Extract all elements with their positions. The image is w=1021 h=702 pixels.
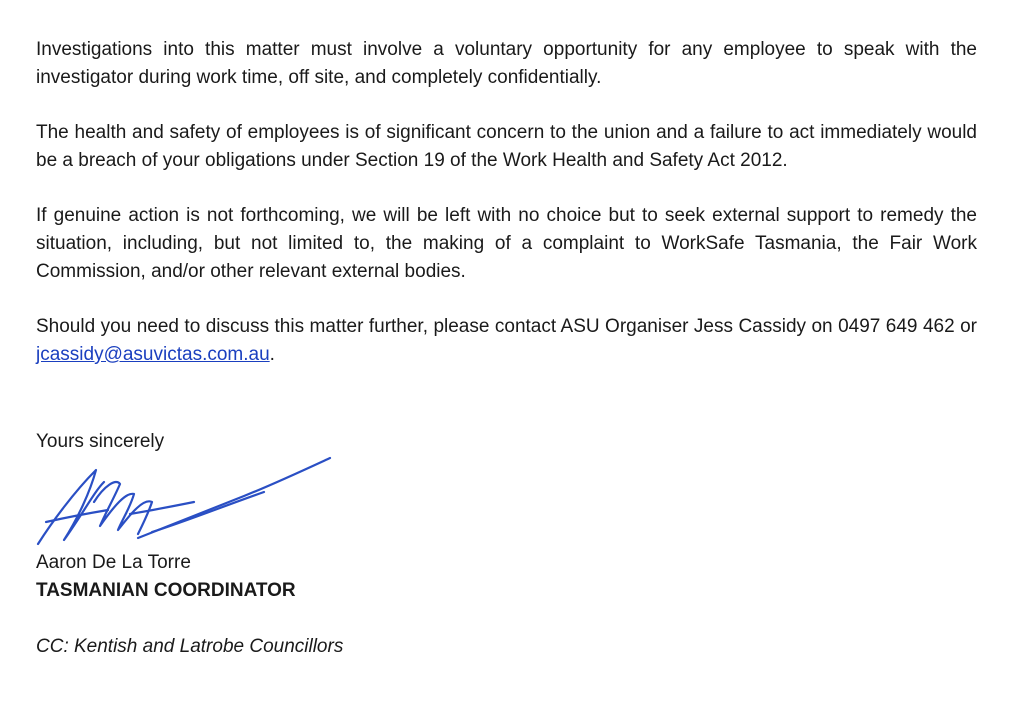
letter-body <box>36 36 977 369</box>
signer-title: TASMANIAN COORDINATOR <box>36 580 296 601</box>
closing-salutation: Yours sincerely <box>36 431 165 452</box>
paragraph-health-safety: The health and safety of employees is of significant concern to the union and a failure to act immediately would be a breach of your obligations under Section 19 of the Work Health and Safety Act 2012. <box>36 122 977 171</box>
cc-line: CC: Kentish and Latrobe Councillors <box>36 636 344 657</box>
email-link[interactable]: jcassidy@asuvictas.com.au <box>36 344 270 365</box>
handwritten-signature <box>34 452 334 552</box>
paragraph-contact <box>36 313 977 369</box>
signer-name: Aaron De La Torre <box>36 552 191 573</box>
contact-period: . <box>269 344 275 365</box>
paragraph-investigations: Investigations into this matter must involve a voluntary opportunity for any employee to speak with the investigator during work time, off site, and completely confidentially. <box>36 39 977 88</box>
paragraph-external-action: If genuine action is not forthcoming, we will be left with no choice but to seek external support to remedy the situation, including, but not limited to, the making of a complaint to WorkSafe Tasmania, the Fair Work Commission, and/or other relevant external bodies. <box>36 205 977 282</box>
contact-text: Should you need to discuss this matter further, please contact ASU Organiser Jess Cassidy on 0497 649 462 or <box>36 316 977 337</box>
signature-image <box>34 452 334 552</box>
